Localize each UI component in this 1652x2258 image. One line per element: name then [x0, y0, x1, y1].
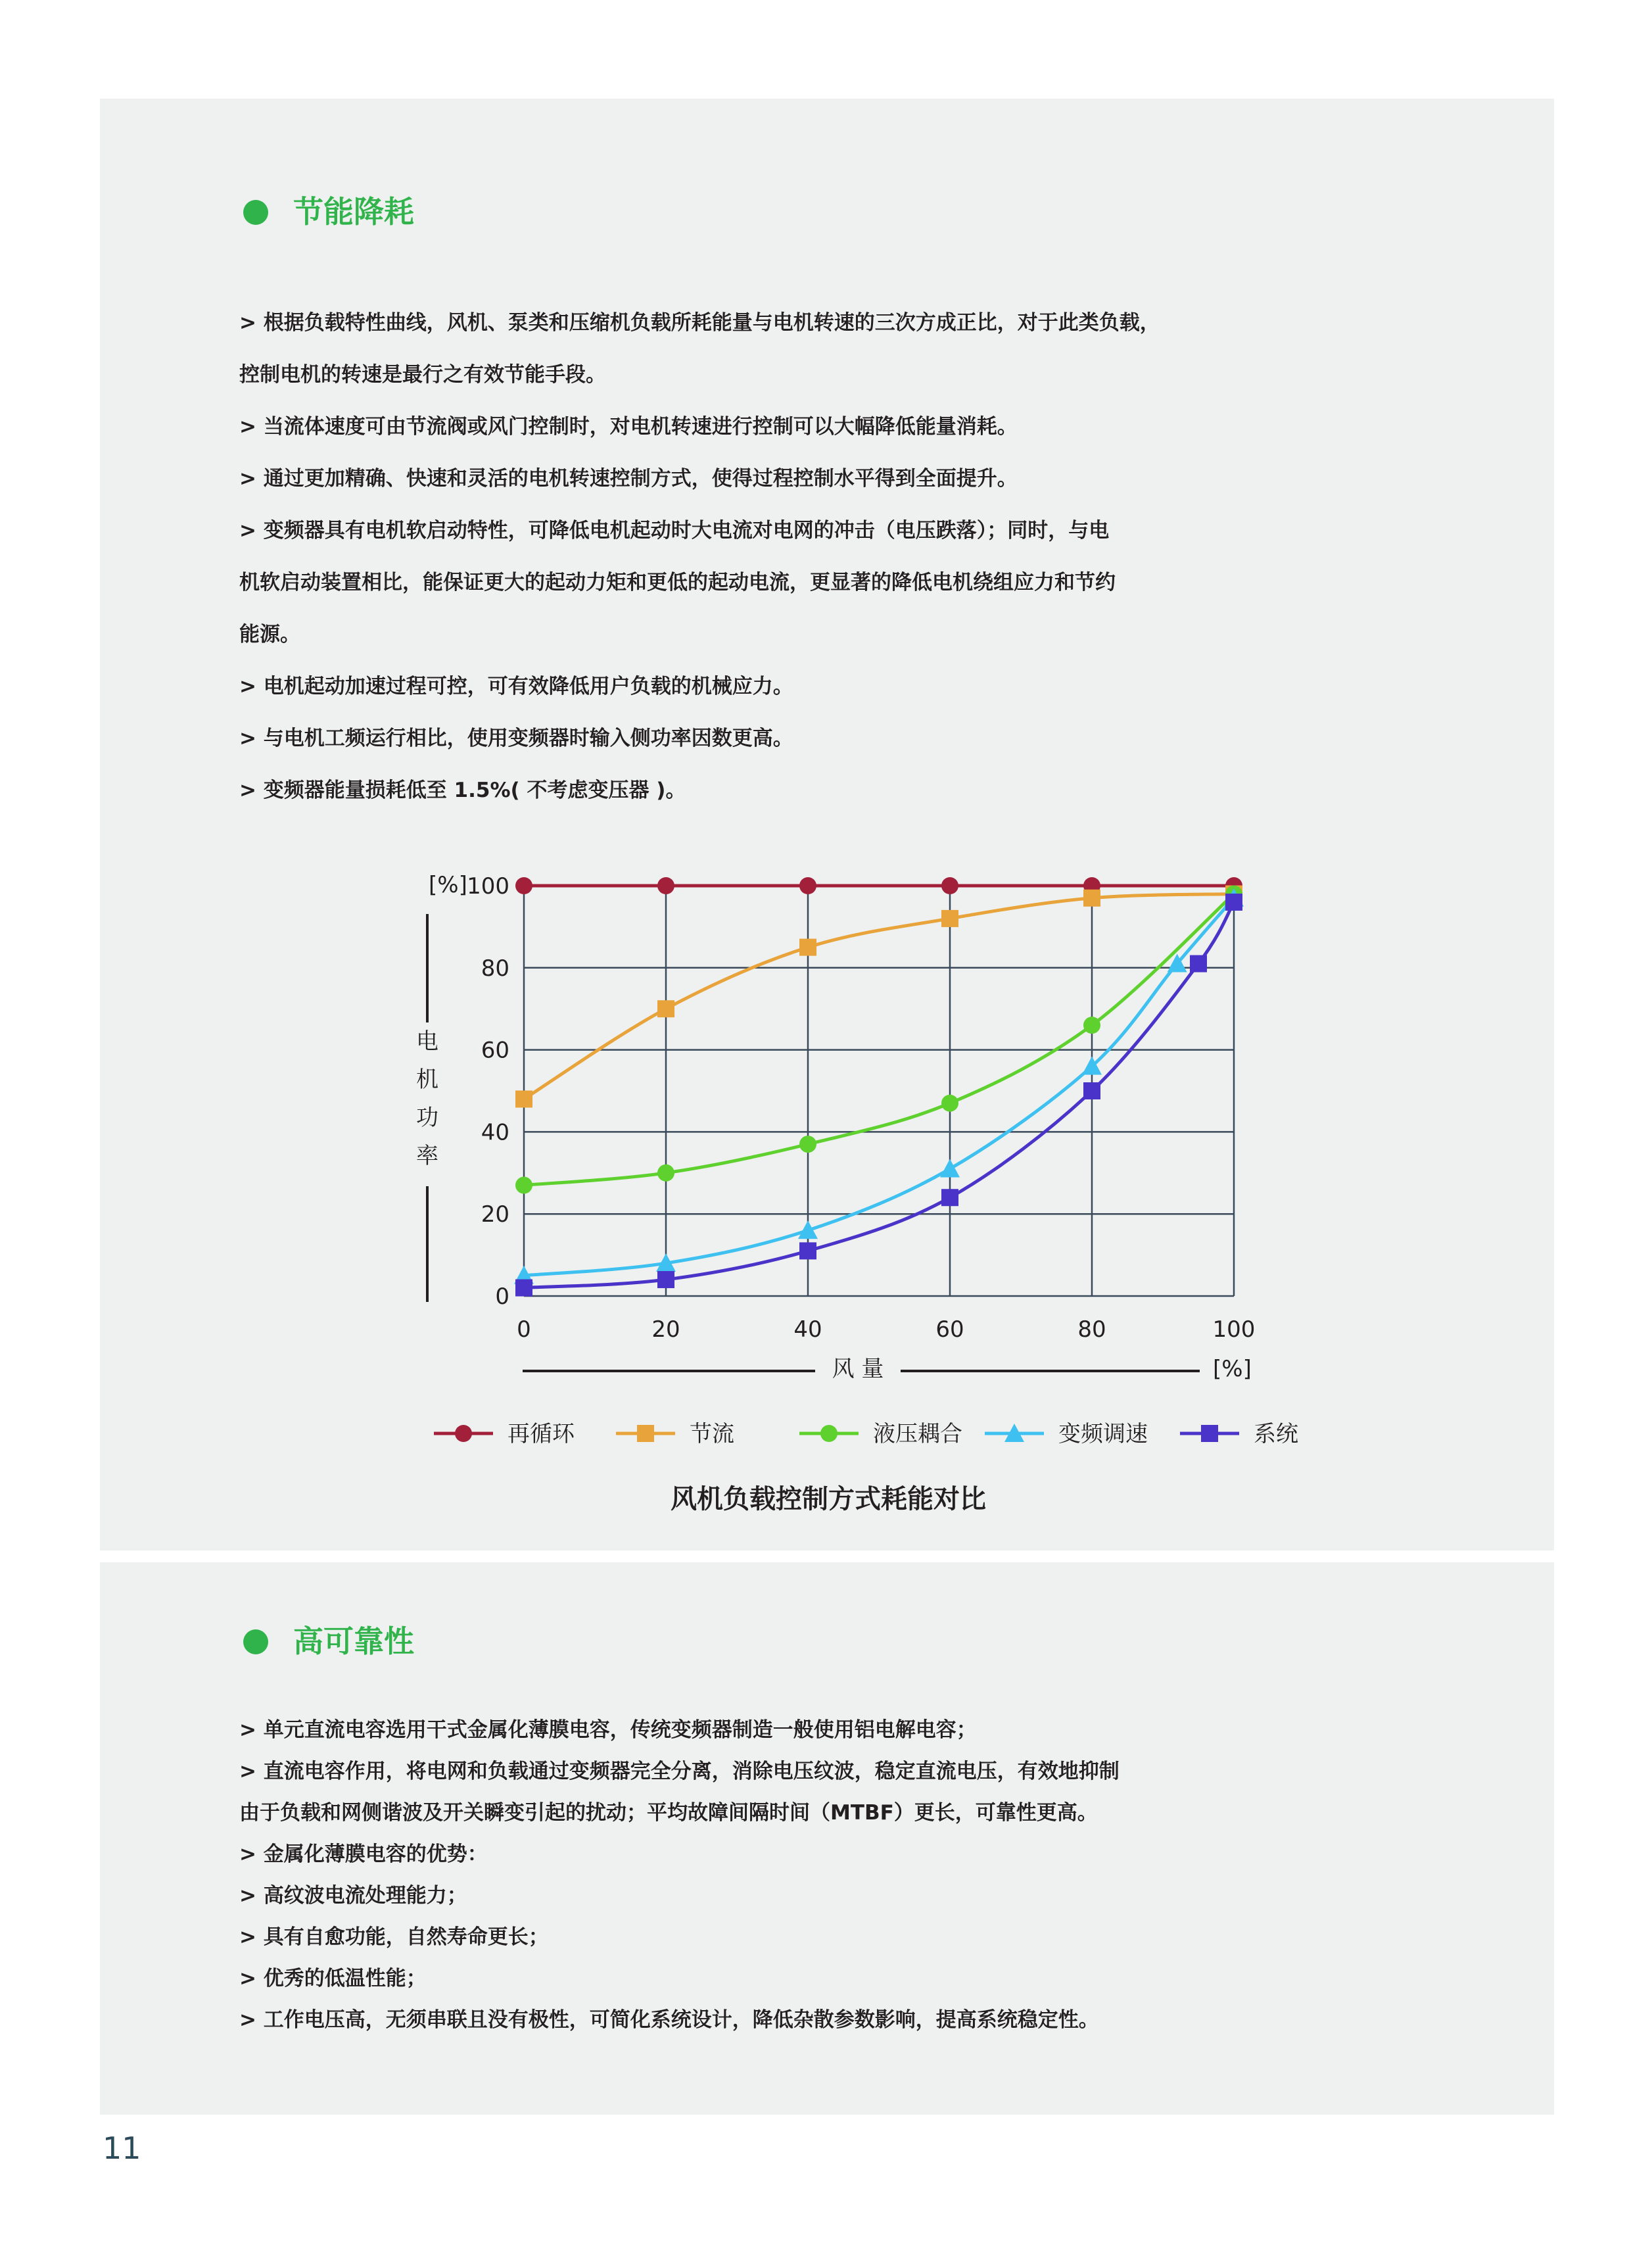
- x-axis-label: 风 量: [832, 1356, 884, 1382]
- y-tick-label: 80: [481, 955, 509, 982]
- data-point-marker: [941, 910, 958, 927]
- data-point-marker: [515, 1090, 532, 1107]
- paragraph-line: > 当流体速度可由节流阀或风门控制时，对电机转速进行控制可以大幅降低能量消耗。: [239, 415, 1018, 439]
- legend-item: [616, 1421, 734, 1447]
- chart-grid: [524, 886, 1234, 1296]
- paragraph-line: > 金属化薄膜电容的优势：: [239, 1842, 488, 1866]
- data-point-marker: [515, 877, 532, 894]
- chart-legend: [434, 1421, 1298, 1447]
- series-line: [524, 898, 1234, 1276]
- paragraph-line: > 变频器能量损耗低至 1.5%( 不考虑变压器 )。: [239, 779, 686, 802]
- series-变频调速: [514, 888, 1244, 1284]
- y-tick-label: 40: [481, 1119, 509, 1146]
- data-point-marker: [1083, 1017, 1100, 1034]
- x-tick-label: 0: [517, 1316, 531, 1343]
- data-point-marker: [799, 1242, 816, 1259]
- series-line: [524, 902, 1234, 1288]
- section-body-energy: [239, 297, 1212, 817]
- y-axis-label-char: 率: [416, 1143, 438, 1169]
- y-tick-label: 20: [481, 1201, 509, 1228]
- data-point-marker: [799, 877, 816, 894]
- x-tick-label: 40: [793, 1316, 822, 1343]
- data-point-marker: [799, 1136, 816, 1153]
- legend-item: [985, 1421, 1148, 1447]
- data-point-marker: [1225, 894, 1242, 911]
- series-再循环: [515, 877, 1242, 894]
- legend-label: 系统: [1254, 1421, 1298, 1447]
- legend-item: [799, 1421, 962, 1447]
- paragraph-line: > 通过更加精确、快速和灵活的电机转速控制方式，使得过程控制水平得到全面提升。: [239, 467, 1018, 491]
- bullet-dot-icon: [243, 200, 268, 225]
- chart-series: [514, 877, 1244, 1297]
- paragraph-line: 能源。: [239, 623, 300, 646]
- paragraph-line: 控制电机的转速是最行之有效节能手段。: [239, 363, 606, 387]
- x-tick-label: 60: [935, 1316, 964, 1343]
- paragraph-line: > 直流电容作用，将电网和负载通过变频器完全分离，消除电压纹波，稳定直流电压，有效地抑制: [239, 1760, 1120, 1783]
- data-point-marker: [799, 939, 816, 956]
- data-point-marker: [515, 1177, 532, 1194]
- legend-marker: [1201, 1425, 1218, 1442]
- power-comparison-chart: [394, 848, 1302, 1545]
- page-number: 11: [103, 2130, 141, 2166]
- section-title: 高可靠性: [293, 1623, 414, 1659]
- data-point-marker: [657, 1271, 674, 1288]
- chart-axes: [416, 872, 1255, 1382]
- paragraph-line: > 变频器具有电机软启动特性，可降低电机起动时大电流对电网的冲击（电压跌落）；同时，与电: [239, 519, 1110, 542]
- paragraph-line: > 电机起动加速过程可控，可有效降低用户负载的机械应力。: [239, 675, 793, 698]
- section-title: 节能降耗: [293, 194, 414, 229]
- paragraph-line: > 具有自愈功能，自然寿命更长；: [239, 1925, 549, 1949]
- legend-marker: [820, 1425, 838, 1442]
- x-tick-label: 100: [1212, 1316, 1256, 1343]
- data-point-marker: [657, 1165, 674, 1182]
- legend-item: [1180, 1421, 1298, 1447]
- series-line: [524, 894, 1234, 1185]
- paragraph-line: > 优秀的低温性能；: [239, 1967, 427, 1990]
- legend-label: 节流: [690, 1421, 734, 1447]
- paragraph-line: 由于负载和网侧谐波及开关瞬变引起的扰动；平均故障间隔时间（MTBF）更长，可靠性更高。: [239, 1801, 1098, 1825]
- y-axis-label-char: 电: [416, 1028, 438, 1055]
- data-point-marker: [1083, 890, 1100, 907]
- paragraph-line: > 与电机工频运行相比，使用变频器时输入侧功率因数更高。: [239, 727, 793, 750]
- paragraph-line: > 单元直流电容选用干式金属化薄膜电容，传统变频器制造一般使用铝电解电容；: [239, 1718, 977, 1742]
- bullet-dot-icon: [243, 1629, 268, 1654]
- data-point-marker: [1190, 955, 1207, 973]
- data-point-marker: [940, 1159, 960, 1178]
- series-节流: [515, 885, 1242, 1107]
- legend-marker: [637, 1425, 654, 1442]
- chart-svg: [394, 848, 1302, 1545]
- series-系统: [515, 894, 1242, 1297]
- data-point-marker: [941, 877, 958, 894]
- paragraph-line: > 高纹波电流处理能力；: [239, 1884, 467, 1908]
- data-point-marker: [657, 877, 674, 894]
- data-point-marker: [657, 1000, 674, 1017]
- y-axis-label-char: 机: [416, 1067, 438, 1093]
- x-tick-label: 20: [651, 1316, 680, 1343]
- y-tick-label: 100: [467, 873, 509, 900]
- data-point-marker: [941, 1095, 958, 1112]
- legend-item: [434, 1421, 575, 1447]
- y-axis-label-char: 功: [416, 1105, 438, 1131]
- y-tick-label: 0: [495, 1284, 509, 1310]
- legend-label: 液压耦合: [873, 1421, 962, 1447]
- data-point-marker: [941, 1189, 958, 1206]
- y-axis-unit: [%]: [429, 872, 467, 898]
- paragraph-line: > 工作电压高，无须串联且没有极性，可简化系统设计，降低杂散参数影响，提高系统稳定性。: [239, 2008, 1099, 2032]
- data-point-marker: [515, 1280, 532, 1297]
- paragraph-line: > 根据负载特性曲线，风机、泵类和压缩机负载所耗能量与电机转速的三次方成正比，对于此类负载，: [239, 311, 1160, 335]
- x-tick-label: 80: [1077, 1316, 1106, 1343]
- chart-caption: 风机负载控制方式耗能对比: [671, 1484, 986, 1514]
- y-tick-label: 60: [481, 1037, 509, 1064]
- x-axis-unit: [%]: [1213, 1356, 1252, 1382]
- section-body-reliability: [239, 1710, 1212, 2041]
- legend-label: 变频调速: [1058, 1421, 1148, 1447]
- paragraph-line: 机软启动装置相比，能保证更大的起动力矩和更低的起动电流，更显著的降低电机绕组应力和节约: [239, 571, 1116, 594]
- legend-label: 再循环: [507, 1421, 575, 1447]
- legend-marker: [455, 1425, 472, 1442]
- data-point-marker: [1083, 1082, 1100, 1099]
